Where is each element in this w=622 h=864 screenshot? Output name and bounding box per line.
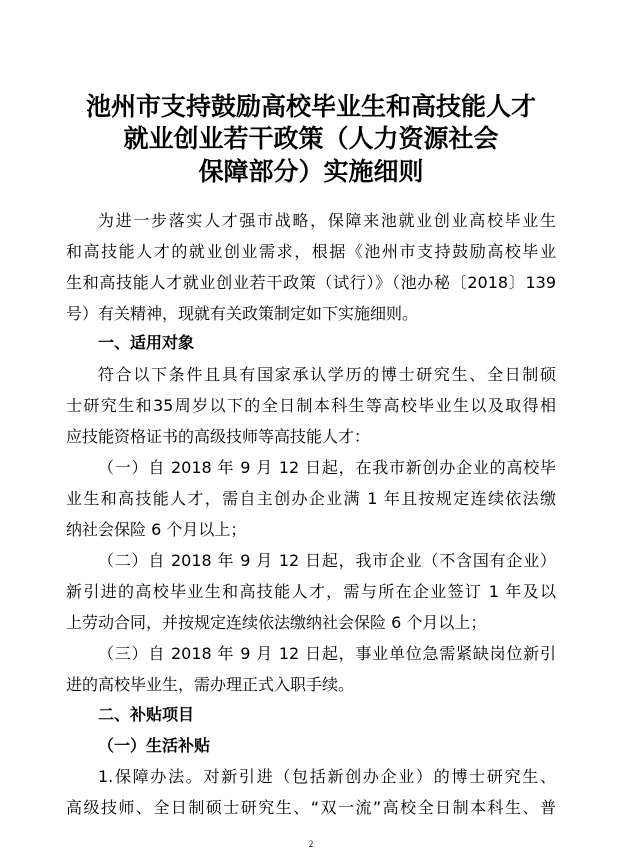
- paragraph-conditions-line: 符合以下条件且具有国家承认学历的博士研究生、全日制硕: [98, 365, 556, 384]
- item-three-line: （三）自 2018 年 9 月 12 日起，事业单位急需紧缺岗位新引: [98, 644, 556, 663]
- item-two-line: 上劳动合同，并按规定连续依法缴纳社会保险 6 个月以上；: [66, 613, 487, 632]
- paragraph-conditions-line: 应技能资格证书的高级技师等高技能人才：: [66, 427, 371, 446]
- paragraph-guarantee-line: 1.保障办法。对新引进（包括新创办企业）的博士研究生、: [98, 767, 556, 786]
- item-three-line: 进的高校毕业生，需办理正式入职手续。: [66, 675, 355, 694]
- subsection-heading-living-subsidy: （一）生活补贴: [98, 736, 211, 755]
- paragraph-intro-line: 生和高技能人才就业创业若干政策（试行）》（池办秘〔2018〕139: [66, 273, 556, 292]
- paragraph-guarantee-line: 高级技师、全日制硕士研究生、“双一流”高校全日制本科生、普: [66, 798, 556, 817]
- document-title-line-1: 池州市支持鼓励高校毕业生和高技能人才: [85, 92, 536, 121]
- section-heading-subsidy: 二、补贴项目: [98, 705, 195, 724]
- page-number: 2: [308, 839, 314, 849]
- item-two-line: 新引进的高校毕业生和高技能人才，需与所在企业签订 1 年及以: [66, 582, 556, 601]
- paragraph-intro-line: 号）有关精神，现就有关政策制定如下实施细则。: [66, 304, 419, 323]
- section-heading-applicable: 一、适用对象: [98, 333, 195, 352]
- document-title-line-3: 保障部分）实施细则: [198, 157, 424, 186]
- item-one-line: 纳社会保险 6 个月以上；: [66, 520, 247, 539]
- paragraph-intro-line: 为进一步落实人才强市战略，保障来池就业创业高校毕业生: [98, 211, 556, 230]
- item-one-line: （一）自 2018 年 9 月 12 日起，在我市新创办企业的高校毕: [98, 458, 556, 477]
- paragraph-conditions-line: 士研究生和35周岁以下的全日制本科生等高校毕业生以及取得相: [66, 396, 556, 415]
- item-two-line: （二）自 2018 年 9 月 12 日起，我市企业（不含国有企业）: [98, 551, 556, 570]
- item-one-line: 业生和高技能人才，需自主创办企业满 1 年且按规定连续依法缴: [66, 489, 556, 508]
- paragraph-intro-line: 和高技能人才的就业创业需求，根据《池州市支持鼓励高校毕业: [66, 242, 556, 261]
- document-title-line-2: 就业创业若干政策（人力资源社会: [123, 124, 499, 153]
